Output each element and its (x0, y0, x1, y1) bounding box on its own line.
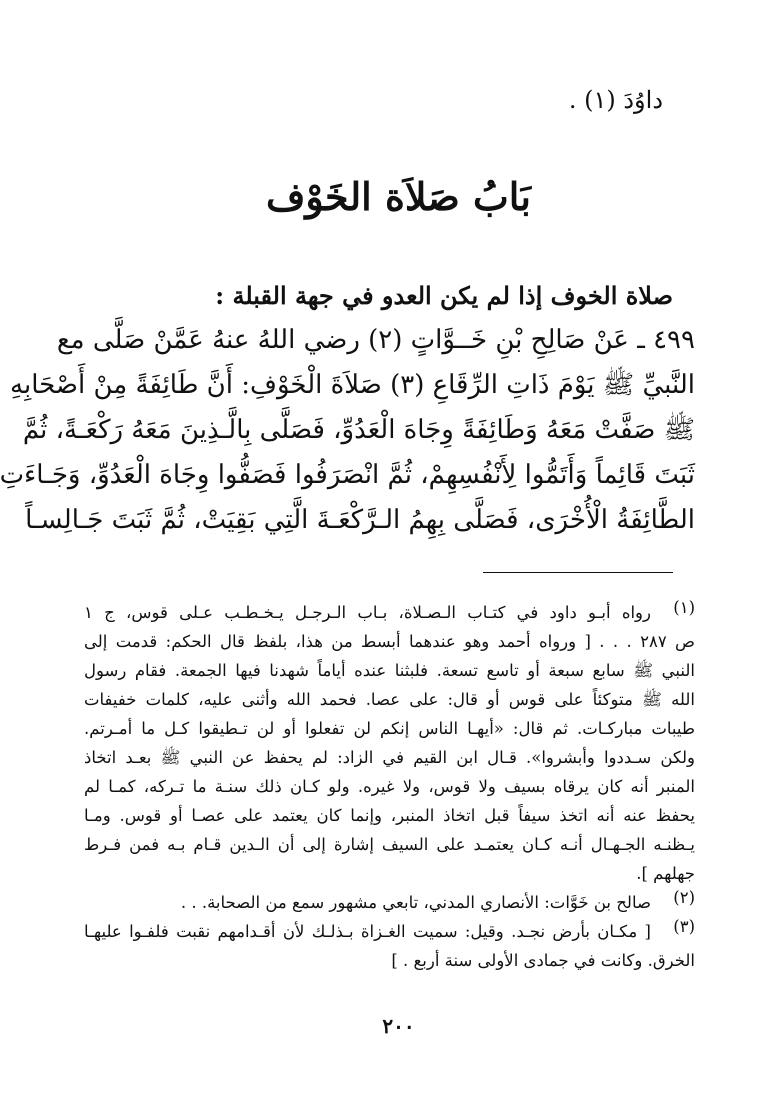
hadith-line: النَّبيِّ ﷺ يَوْمَ ذَاتِ الرِّقَاعِ (٣) صَلاَةَ الْخَوْفِ: أَنَّ طَائِفَةً مِنْ أَصْحَابِهِ (10, 370, 695, 400)
footnote-line: النبي ﷺ سابع سبعة أو تاسع تسعة. فلبثنا عنده أياماً شهدنا فيها الجمعة. فقام رسول (84, 661, 695, 680)
footnote-marker: (٢) (673, 888, 695, 907)
footnote-line: الله ﷺ متوكئاً على قوس أو قال: على عصا. فحمد الله وأثنى عليه، كلمات خفيفات (84, 690, 695, 709)
footnote-line: يـظنـه الجـهـال أنـه كـان يعتمـد على السيف إشارة إلى أن الـدين قـام بـه فمن فـرط (84, 835, 695, 854)
footnote-line: طيبات مباركـات. ثم قال: «أيهـا الناس إنكم لن تفعلوا أو لن تـطيقوا كـل ما أمـرتم. (84, 719, 695, 738)
footnote-line: صالح بن خَوَّات: الأنصاري المدني، تابعي مشهور سمع من الصحابة. . . (180, 893, 651, 912)
footnote-marker: (٣) (673, 917, 695, 936)
footnote-line: ولكن سـددوا وأبشروا». قـال ابن القيم في الزاد: لم يحفظ عن النبي ﷺ بعـد اتخاذ (84, 748, 695, 767)
footnote-2 (84, 888, 695, 917)
section-heading: صلاة الخوف إذا لم يكن العدو في جهة القبلة : (215, 281, 673, 310)
footnote-line: يحفظ عنه أنه اتخذ سيفاً قبل اتخاذ المنبر، وإنما كان يعتمد على عصـا أو قوس. ومـا (84, 806, 695, 825)
footnote-separator (483, 572, 673, 573)
hadith-line: الطَّائِفَةُ الْأُخْرَى، فَصَلَّى بِهِمُ الـرَّكْعَـةَ الَّتِي بَقِيَتْ، ثُمَّ ثَبَتَ جَـالِسـاً (25, 505, 695, 535)
footnote-line: [ مكـان بأرض نجـد. وقيل: سميت الغـزاة بـذلـك لأن أقـدامهم نقبت فلفـوا عليهـا (84, 922, 651, 941)
hadith-line: ثَبَتَ قَائِماً وَأَتَمُّوا لِأَنْفُسِهِمْ، ثُمَّ انْصَرَفُوا فَصَفُّوا وِجَاهَ الْعَدُوِّ، وَجَـاءَتِ (0, 460, 695, 490)
footnote-3 (84, 917, 695, 975)
hadith-text (0, 318, 695, 543)
footnote-marker: (١) (673, 598, 695, 617)
footnote-line: الخرق. وكانت في جمادى الأولى سنة أربع . ] (391, 951, 695, 970)
footnote-line: جهلهم ]. (636, 864, 695, 883)
chapter-title: بَابُ صَلاَة الخَوْف (266, 174, 531, 219)
footnotes (84, 598, 695, 975)
continuation-line: داوُدَ (١) . (568, 86, 663, 114)
page-number: ٢٠٠ (382, 1014, 415, 1038)
footnote-1 (84, 598, 695, 888)
hadith-line: ٤٩٩ ـ عَنْ صَالِحِ بْنِ خَــوَّاتٍ (٢) رضي اللهُ عنهُ عَمَّنْ صَلَّى مع (56, 325, 695, 355)
footnote-line: ص ٢٨٧ . . . [ ورواه أحمد وهو عندهما أبسط من هذا، بلفظ قال الحكم: قدمت إلى (84, 632, 695, 651)
footnote-line: رواه أبـو داود في كتـاب الـصـلاة، بـاب الـرجـل يـخـطـب عـلى قوس، ج ١ (84, 603, 651, 622)
hadith-line: ﷺ صَفَّتْ مَعَهُ وَطَائِفَةً وِجَاهَ الْعَدُوِّ، فَصَلَّى بِالَّـذِينَ مَعَهُ رَكْعَـةً، ثُمَّ (22, 415, 695, 445)
footnote-line: المنبر أنه كان يرقاه بسيف ولا قوس، ولا غيره. ولو كـان ذلك سنـة ما تـركه، كمـا لم (84, 777, 695, 796)
